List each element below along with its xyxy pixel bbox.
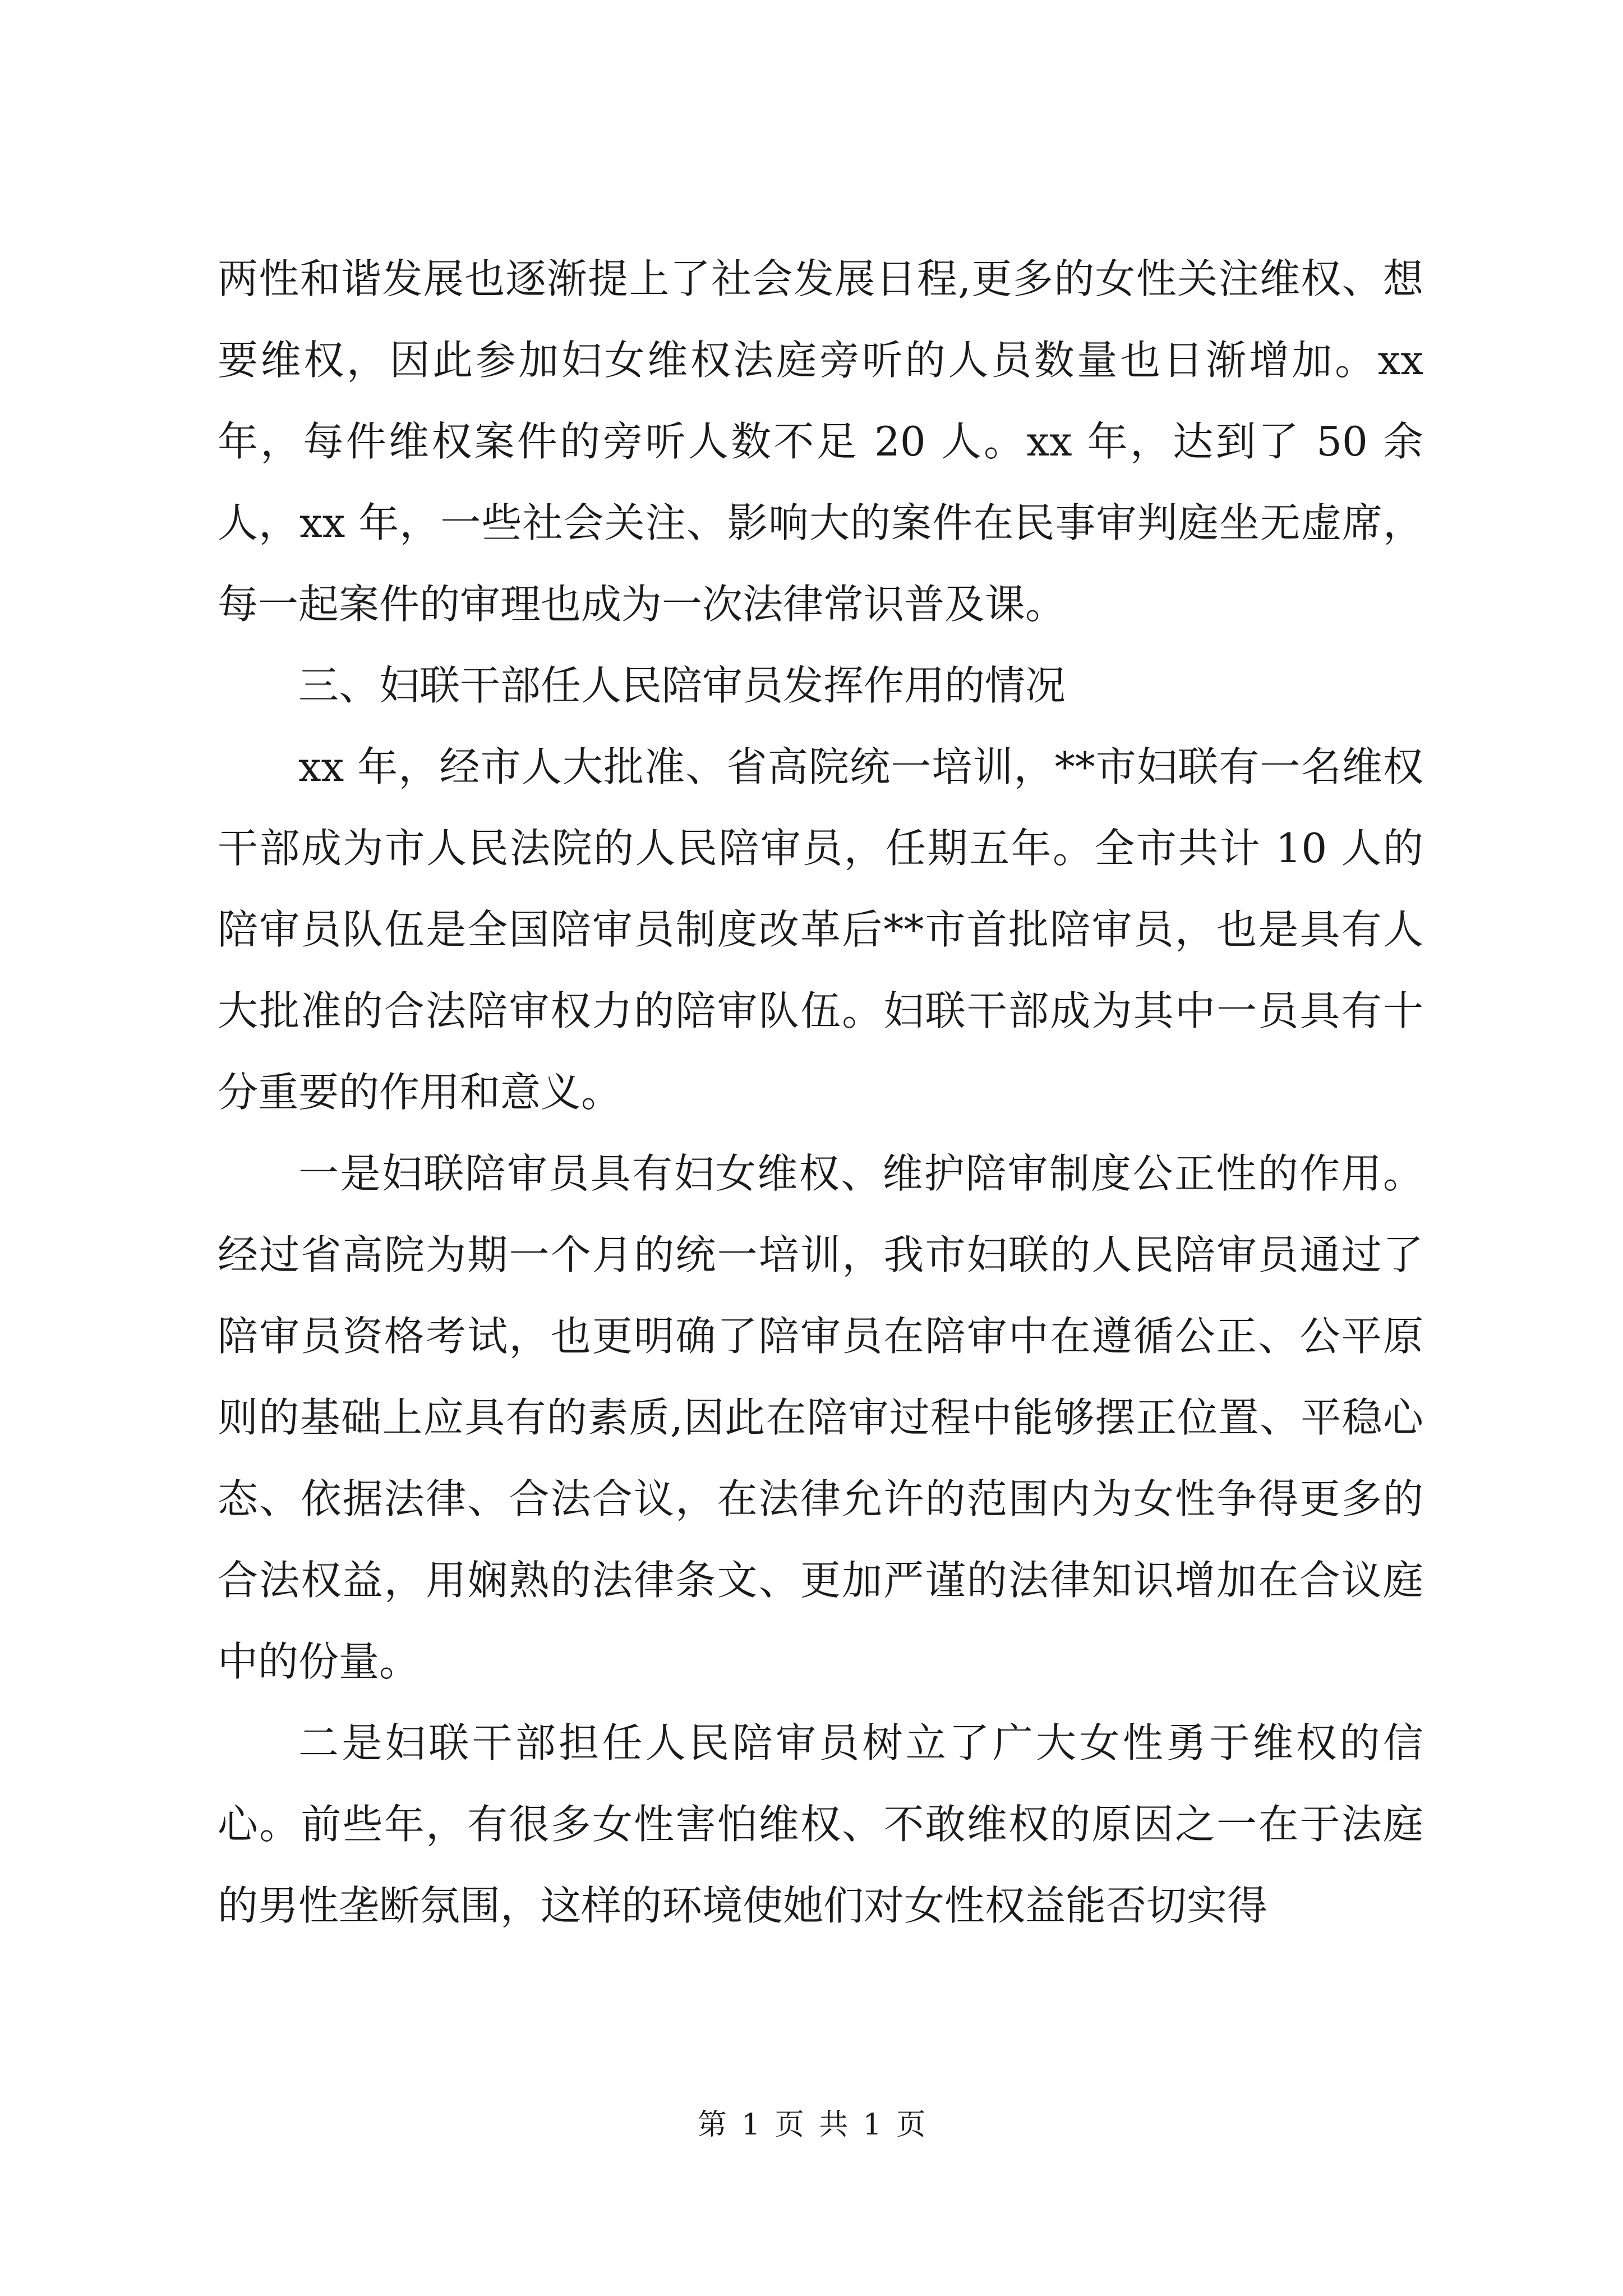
paragraph: 两性和谐发展也逐渐提上了社会发展日程,更多的女性关注维权、想要维权，因此参加妇女维权法庭旁听的人员数量也日渐增加。xx 年，每件维权案件的旁听人数不足 20 人。xx 年，达到了 50 余人，xx 年，一些社会关注、影响大的案件在民事审判庭坐无虚席，每一起案件的审理也成为一次法律常识普及课。 <box>218 255 1423 628</box>
paragraph: xx 年，经市人大批准、省高院统一培训，**市妇联有一名维权干部成为市人民法院的人民陪审员，任期五年。全市共计 10 人的陪审员队伍是全国陪审员制度改革后**市首批陪审员，也是具有人大批准的合法陪审权力的陪审队伍。妇联干部成为其中一员具有十分重要的作用和意义。 <box>218 743 1423 1116</box>
page-footer: 第 1 页 共 1 页 <box>697 2108 926 2142</box>
paragraph: 二是妇联干部担任人民陪审员树立了广大女性勇于维权的信心。前些年，有很多女性害怕维权、不敢维权的原因之一在于法庭的男性垄断氛围，这样的环境使她们对女性权益能否切实得 <box>218 1719 1423 1929</box>
paragraph: 一是妇联陪审员具有妇女维权、维护陪审制度公正性的作用。经过省高院为期一个月的统一培训，我市妇联的人民陪审员通过了陪审员资格考试，也更明确了陪审员在陪审中在遵循公正、公平原则的基础上应具有的素质,因此在陪审过程中能够摆正位置、平稳心态、依据法律、合法合议，在法律允许的范围内为女性争得更多的合法权益，用娴熟的法律条文、更加严谨的法律知识增加在合议庭中的份量。 <box>218 1150 1423 1685</box>
body-text <box>218 238 1423 1947</box>
section-heading: 三、妇联干部任人民陪审员发挥作用的情况 <box>298 662 1066 709</box>
